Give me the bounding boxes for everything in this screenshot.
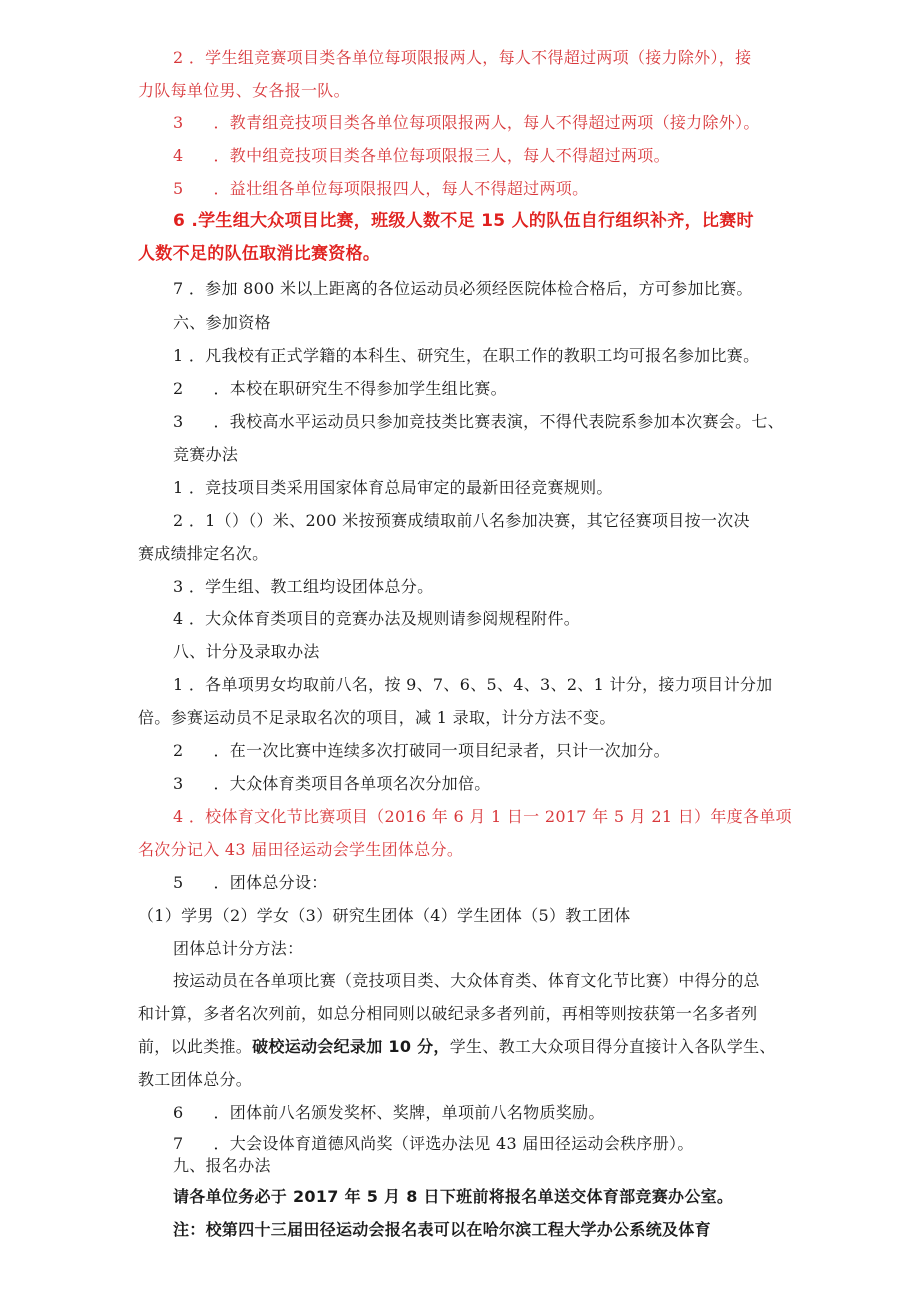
text-run: 学生、教工大众项目得分直接计入各队学生、	[449, 1037, 776, 1056]
rule-line: 2 ．1（）（）米、200 米按预赛成绩取前八名参加决赛，其它径赛项目按一次决	[173, 511, 750, 530]
rule-line	[173, 773, 491, 795]
rule-line: 1 ．各单项男女均取前八名，按 9、7、6、5、4、3、2、1 计分，接力项目计分加	[173, 675, 773, 694]
text-run: 前，以此类推。	[138, 1037, 253, 1056]
rule-line: 7 ．参加 800 米以上距离的各位运动员必须经医院体检合格后，方可参加比赛。	[173, 279, 753, 298]
section-heading: 六、参加资格	[173, 313, 271, 332]
item-number: 4	[173, 146, 184, 165]
rule-line: 力队每单位男、女各报一队。	[138, 81, 350, 100]
item-number: 3	[173, 774, 184, 793]
rule-line: 2 ．学生组竞赛项目类各单位每项限报两人，每人不得超过两项（接力除外），接	[173, 48, 752, 67]
section-heading: 竞赛办法	[173, 445, 239, 464]
rule-line: 4 ．大众体育类项目的竞赛办法及规则请参阅规程附件。	[173, 609, 581, 628]
rule-line	[173, 1133, 694, 1155]
item-text: ．本校在职研究生不得参加学生组比赛。	[213, 379, 507, 398]
rule-line	[173, 872, 328, 894]
rule-line	[173, 378, 507, 400]
item-text: ．教中组竞技项目类各单位每项限报三人，每人不得超过两项。	[213, 146, 670, 165]
item-text: ．大众体育类项目各单项名次分加倍。	[213, 774, 491, 793]
registration-notice: 请各单位务必于 2017 年 5 月 8 日下班前将报名单送交体育部竞赛办公室。	[173, 1187, 734, 1206]
rule-line: 按运动员在各单项比赛（竞技项目类、大众体育类、体育文化节比赛）中得分的总	[173, 971, 760, 990]
team-category-list: （1）学男（2）学女（3）研究生团体（4）学生团体（5）教工团体	[138, 906, 631, 925]
rule-line	[138, 1036, 776, 1058]
rule-line: 3 ．学生组、教工组均设团体总分。	[173, 577, 434, 596]
item-text: ．团体总分设：	[213, 873, 328, 892]
item-number: 2	[173, 741, 184, 760]
item-number: 5	[173, 873, 184, 892]
item-text: ．大会设体育道德风尚奖（评选办法见 43 届田径运动会秩序册）。	[213, 1134, 694, 1153]
rule-line	[173, 145, 670, 167]
item-number: 6	[173, 1103, 184, 1122]
item-text: ．在一次比赛中连续多次打破同一项目纪录者，只计一次加分。	[213, 741, 670, 760]
rule-line-emphasis: 人数不足的队伍取消比赛资格。	[138, 244, 381, 264]
item-number: 3	[173, 113, 184, 132]
item-number: 2	[173, 379, 184, 398]
rule-line: 1 ．竞技项目类采用国家体育总局审定的最新田径竞赛规则。	[173, 478, 613, 497]
rule-line: 倍。参赛运动员不足录取名次的项目，减 1 录取，计分方法不变。	[138, 708, 616, 727]
text-run-bold: 破校运动会纪录加 10 分，	[252, 1037, 450, 1056]
item-number: 5	[173, 179, 184, 198]
registration-note: 注：校第四十三届田径运动会报名表可以在哈尔滨工程大学办公系统及体育	[173, 1220, 711, 1239]
rule-line: 团体总计分方法：	[173, 939, 304, 958]
rule-line	[173, 1102, 605, 1124]
rule-line: 名次分记入 43 届田径运动会学生团体总分。	[138, 840, 464, 859]
rule-line	[173, 411, 784, 433]
rule-line: 教工团体总分。	[138, 1070, 253, 1089]
item-number: 7	[173, 1134, 184, 1153]
item-number: 3	[173, 412, 184, 431]
item-text: ．教青组竞技项目类各单位每项限报两人，每人不得超过两项（接力除外）。	[213, 113, 760, 132]
section-heading: 八、计分及录取办法	[173, 642, 320, 661]
item-text: ．团体前八名颁发奖杯、奖牌，单项前八名物质奖励。	[213, 1103, 605, 1122]
rule-line	[173, 178, 588, 200]
rule-line: 赛成绩排定名次。	[138, 544, 269, 563]
rule-line: 4 ．校体育文化节比赛项目（2016 年 6 月 1 日一 2017 年 5 月 21 日）年度各单项	[173, 807, 792, 826]
rule-line	[173, 112, 760, 134]
section-heading: 九、报名办法	[173, 1156, 271, 1175]
rule-line-emphasis: 6 .学生组大众项目比赛，班级人数不足 15 人的队伍自行组织补齐，比赛时	[173, 211, 754, 231]
item-text: ．我校高水平运动员只参加竞技类比赛表演，不得代表院系参加本次赛会。七、	[213, 412, 784, 431]
rule-line: 和计算，多者名次列前，如总分相同则以破纪录多者列前，再相等则按获第一名多者列	[138, 1004, 758, 1023]
item-text: ．益壮组各单位每项限报四人，每人不得超过两项。	[213, 179, 589, 198]
rule-line: 1 ．凡我校有正式学籍的本科生、研究生，在职工作的教职工均可报名参加比赛。	[173, 346, 760, 365]
rule-line	[173, 740, 670, 762]
